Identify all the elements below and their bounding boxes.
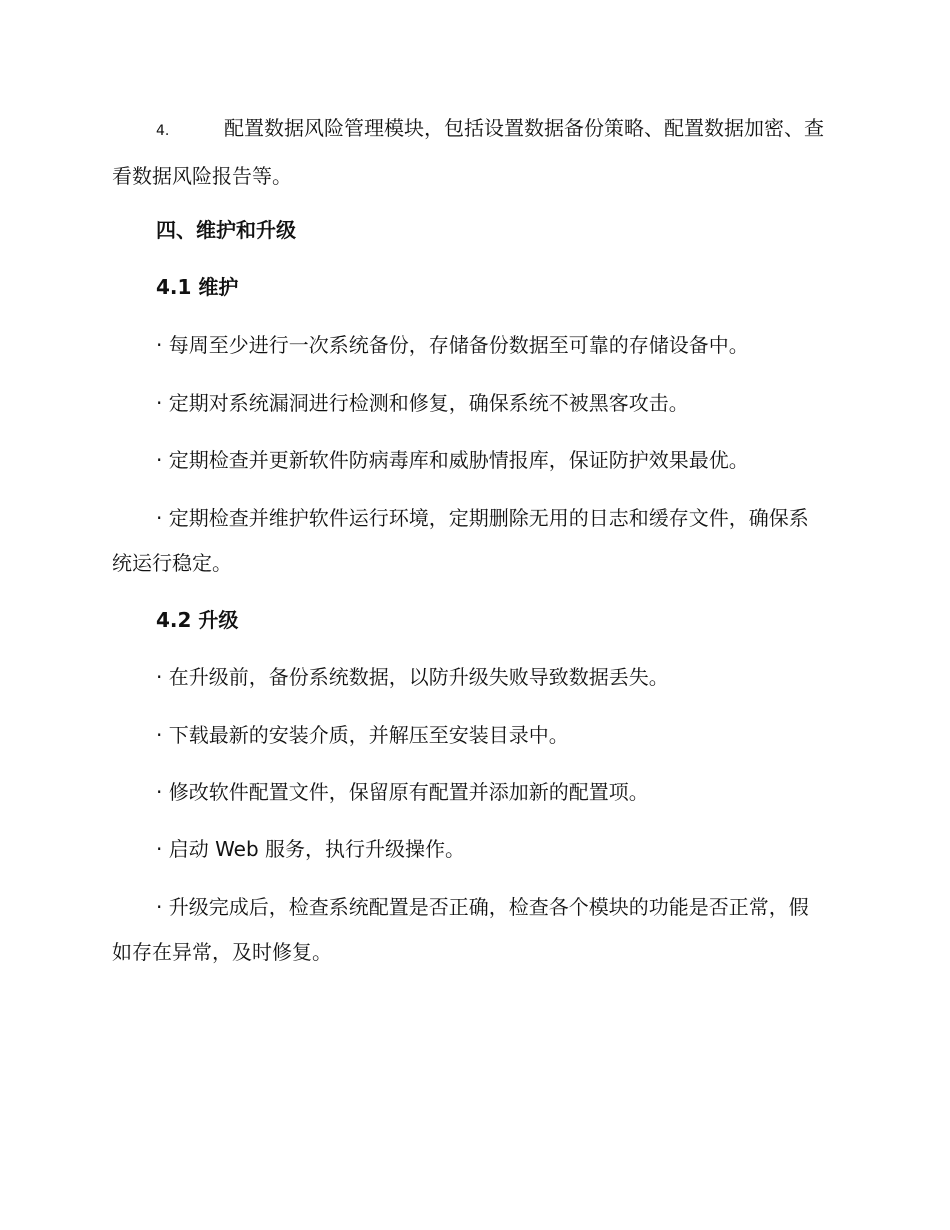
bullet-item: · 每周至少进行一次系统备份，存储备份数据至可靠的存储设备中。 [156,333,749,357]
bullet-item: · 修改软件配置文件，保留原有配置并添加新的配置项。 [156,780,649,804]
list-item-4 [112,106,824,199]
bullet-item: · 启动 Web 服务，执行升级操作。 [156,837,466,861]
subsection-heading-4-1: 4.1 维护 [156,275,239,299]
list-item-number: 4. [156,123,170,139]
bullet-item: · 在升级前，备份系统数据，以防升级失败导致数据丢失。 [156,665,669,689]
subsection-heading-4-2: 4.2 升级 [156,608,239,632]
bullet-item: · 升级完成后，检查系统配置是否正确，检查各个模块的功能是否正常，假如存在异常，及时修复。 [112,895,809,964]
list-item-text: 配置数据风险管理模块，包括设置数据备份策略、配置数据加密、查看数据风险报告等。 [112,116,824,188]
bullet-item: · 定期检查并更新软件防病毒库和威胁情报库，保证防护效果最优。 [156,448,749,472]
bullet-item: · 定期对系统漏洞进行检测和修复，确保系统不被黑客攻击。 [156,391,689,415]
section-heading-4: 四、维护和升级 [156,218,296,242]
bullet-item: · 定期检查并维护软件运行环境，定期删除无用的日志和缓存文件，确保系统运行稳定。 [112,506,809,575]
bullet-item: · 下载最新的安装介质，并解压至安装目录中。 [156,723,569,747]
